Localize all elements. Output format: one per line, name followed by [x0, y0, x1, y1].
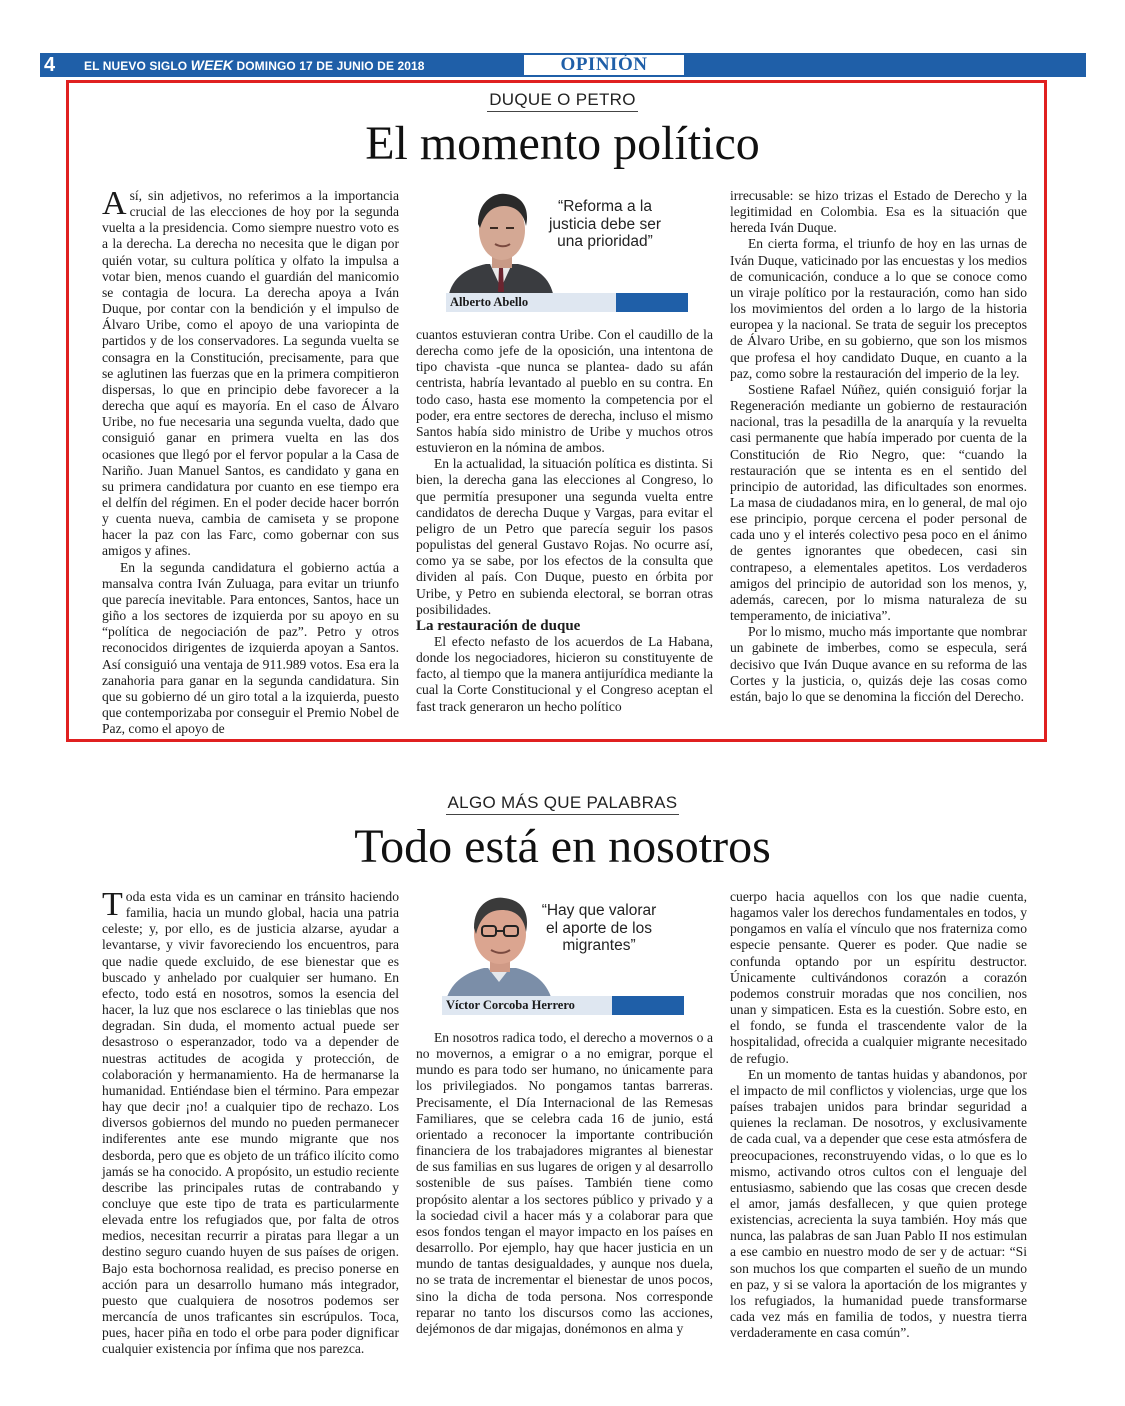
article2-author-name: Víctor Corcoba Herrero	[446, 998, 575, 1012]
article1-kicker: DUQUE O PETRO	[0, 90, 1125, 110]
publication-date: DOMINGO 17 DE JUNIO DE 2018	[236, 59, 425, 73]
article1-dropcap: A	[102, 185, 127, 222]
article2-column-3	[730, 889, 1027, 1341]
author-bar-accent	[612, 996, 684, 1015]
article2-dropcap: T	[102, 886, 123, 923]
article1-column-3	[730, 188, 1027, 705]
author-portrait-abello	[446, 188, 556, 298]
article1-paragraph: Así, sin adjetivos, no referimos a la importancia crucial de las elecciones de hoy por la segunda vuelta a la presidencia. Como siempre nuestro voto es a la derecha. La derecha no necesita que le digan por quién votar, su cultura política y olfato la impulsa a votar bien, menos cuando el guardián del manicomio se contagia de locura. La derecha apoya a Iván Duque, por contar con la bendición y el impulso de Álvaro Uribe, como el apoyo de una variopinta de partidos y de los conservadores. La segunda vuelta se consagra en la Constitución, precisamente, para que se aglutinen las fuerzas que en la primera compitieron dispersas, lo que en principio debe favorecer a la derecha que aquí es mayoría. En el caso de Álvaro Uribe, no fue necesaria una segunda vuelta, dado que consiguió ganar en primera vuelta en las dos ocasiones que llegó por el fervor popular a la Casa de Nariño. Juan Manuel Santos, es candidato y gana en su primera candidatura por cuanto en ese tiempo era el delfín del régimen. En el poder decide hacer borrón y cuenta nueva, cambia de camiseta y se propone hacer la paz con las Farc, como gobernar con sus amigos y afines.	[102, 185, 399, 559]
article1-title: El momento político	[365, 117, 760, 170]
article1-paragraph: En cierta forma, el triunfo de hoy en las urnas de Iván Duque, vaticinado por las encuestas y los medios de comunicación, conduce a lo que se conoce como un viraje político por la restauración, como han sido los movimientos del orden a lo largo de la historia europea y la nacional. Se trata de seguir los preceptos de Álvaro Uribe, en su gobierno, que son los mismos que profesa el hoy candidato Duque, en cuanto a la paz, como sobre la restauración del imperio de la ley.	[730, 236, 1027, 381]
article1-author-name: Alberto Abello	[450, 295, 529, 309]
article1-column-1	[102, 185, 399, 737]
article1-pullquote: “Reforma a la justicia debe ser una prioridad”	[548, 198, 661, 250]
article1-paragraph: En la actualidad, la situación política es distinta. Si bien, la derecha gana las elecciones al Congreso, lo que permitía presuponer una segunda vuelta entre candidatos de derecha Duque y Vargas, para evitar el peligro de un Petro que parecía seguir los pasos populistas del general Gustavo Rojas. No ocurre así, como ya se sabe, por los efectos de la consulta que dividen al país. Con Duque, puesto en órbita por Uribe, y Petro en subienda electoral, se borran otras posibilidades.	[416, 456, 713, 617]
publication-name: EL NUEVO SIGLO	[84, 59, 188, 73]
author-portrait-corcoba	[444, 890, 554, 1000]
page-number: 4	[44, 54, 56, 76]
article2-paragraph: Toda esta vida es un caminar en tránsito haciendo familia, hacia un mundo global, hacia una patria celeste; y, por ello, es de justicia alzarse, ayudar a levantarse, y vivir favoreciendo los encuentros, para que nadie quede excluido, de ese bienestar que es buscado y anhelado por cualquier ser humano. En efecto, todo está en nosotros, somos la esencia del hacer, la luz que nos esclarece o las tinieblas que nos degradan. Sin duda, el momento actual puede ser desastroso o esperanzador, todo va a depender de nuestras actitudes de acogida y protección, de colaboración y hermanamiento. Ha de hermanarse la humanidad. Entiéndase bien el término. Para empezar hay que decir ¡no! a cualquier tipo de rechazo. Los diversos gobiernos del mundo no pueden permanecer indiferentes ante ese mundo migrante que nos desborda, pero que es objeto de un tráfico ilícito como jamás se ha conocido. A propósito, un estudio reciente describe las principales rutas de contrabando y concluye que este tipo de trata es particularmente elevada entre los refugiados que, por falta de otros medios, necesitan recurrir a piratas para llegar a un destino seguro cuando huyen de sus países de origen. Bajo esta bochornosa realidad, es preciso ponerse en acción para un desarrollo humano más integrador, puesto que cualquiera de nosotros podemos ser mercancía de unos traficantes sin escrúpulos. Toca, pues, hacer piña en todo el orbe para poder dignificar cualquier existencia por ínfima que nos parezca.	[102, 886, 399, 1357]
article2-column-2	[416, 1030, 713, 1337]
section-label: OPINIÓN	[524, 55, 684, 75]
article1-author-bar	[446, 293, 688, 312]
article1-paragraph: cuantos estuvieran contra Uribe. Con el caudillo de la derecha como jefe de la oposición, una intentona de tipo chavista -que nunca se plantea- dado su afán centrista, habría levantado al pueblo en su contra. En todo caso, hasta ese momento la competencia por el poder, era entre sectores de derecha, incluso el mismo Santos había sido ministro de Uribe y muchos otros estuvieron en la nómina de ambos.	[416, 327, 713, 456]
article2-kicker: ALGO MÁS QUE PALABRAS	[0, 793, 1125, 813]
article1-paragraph: Sostiene Rafael Núñez, quién consiguió forjar la Regeneración mediante un gobierno de restauración nacional, tras la pesadilla de la anarquía y la revuelta casi permanente que había imperado por cuenta de la Constitución de Rio Negro, que: “cuando la restauración que se intenta es en el sentido del principio de autoridad, las dificultades son enormes. La masa de ciudadanos mira, en lo general, de mal ojo ese principio, porque cercena el poder personal de cada uno y el interés colectivo pesa poco en el ánimo de gentes ignorantes que obedecen, casi sin contrapeso, a elementales apetitos. Los verdaderos amigos del principio de autoridad son los menos, y, además, carecen, por lo misma naturaleza de su temperamento, de iniciativa”.	[730, 381, 1027, 624]
article1-paragraph: En la segunda candidatura el gobierno actúa a mansalva contra Iván Zuluaga, para evitar un triunfo que parecía inevitable. Para entonces, Santos, hace un giño a los sectores de izquierda por su apoyo en su “política de negociación de paz”. Petro y otros reconocidos dirigentes de izquierda apoyan a Santos. Así consiguió una ventaja de 911.989 votos. Esa era la zanahoria para ganar en la segunda candidatura. Sin que su gobierno dé un giro total a la izquierda, puesto que contemporizaba por conseguir el Premio Nobel de Paz, como el apoyo de	[102, 559, 399, 737]
article2-paragraph: cuerpo hacia aquellos con los que nadie cuenta, hagamos valer los derechos fundamentales en todos, y pongamos en valía el vínculo que nos fraterniza como especie pensante. Querer es poder. Que nadie se confunda optando por un espíritu destructor. Únicamente cultivándonos corazón a corazón podemos construir moradas que nos concilien, nos unan y simpaticen. Esta es la cuestión. Sobre esto, en el fondo, se funda el trascendente valor de la hospitalidad, ofrecida a cualquier migrante necesitado de refugio.	[730, 889, 1027, 1066]
article1-paragraph: irrecusable: se hizo trizas el Estado de Derecho y la legitimidad en Colombia. Esa es la situación que hereda Iván Duque.	[730, 188, 1027, 236]
article1-column-2	[416, 327, 713, 715]
page-header	[40, 53, 1086, 77]
article1-paragraph: Por lo mismo, mucho más importante que nombrar un gabinete de imberbes, como se especula, será decisivo que Iván Duque avance en su reforma de las Cortes y la justicia, o, quizás deje las cosas como están, bajo lo que se denomina la ficción del Derecho.	[730, 624, 1027, 704]
article2-author-bar	[442, 996, 684, 1015]
article1-paragraph: El efecto nefasto de los acuerdos de La Habana, donde los negociadores, hicieron su constituyente de facto, al tiempo que la manera antijurídica mediante la cual la Corte Constitucional y el Congreso aceptan el fast track generaron un hecho político	[416, 633, 713, 714]
author-bar-accent	[616, 293, 688, 312]
publication-edition: WEEK	[190, 57, 234, 73]
publication-line	[84, 53, 425, 77]
article2-paragraph: En un momento de tantas huidas y abandonos, por el impacto de mil conflictos y violencias, urge que los países trabajen unidos para brindar seguridad a quienes la reclaman. De nosotros, y exclusivamente de cada cual, va a depender que cese esta atmósfera de preocupaciones, reconstruyendo vidas, o lo que es lo mismo, activando otros cultos con el lenguaje del entusiasmo, sabiendo que las cosas que crecen desde el amor, jamás desfallecen, y que quien protege existencias, acrecienta la suya también. Hoy más que nunca, las palabras de san Juan Pablo II nos estimulan a ese cambio en nuestro modo de ser y de actuar: “Si son muchos los que comparten el sueño de un mundo en paz, y si se valora la aportación de los migrantes y los refugiados, la humanidad puede transformarse cada vez más en familia de todos, y nuestra tierra verdaderamente en casa común”.	[730, 1066, 1028, 1341]
article2-title: Todo está en nosotros	[354, 820, 771, 873]
article2-paragraph: En nosotros radica todo, el derecho a movernos o a no movernos, a emigrar o a no emigrar, porque el mundo es para todo ser humano, no únicamente para los privilegiados. No pongamos tantas barreras. Precisamente, el Día Internacional de las Remesas Familiares, que se celebra cada 16 de junio, está orientado a reconocer la importante contribución financiera de los trabajadores migrantes al bienestar de sus familias en sus lugares de origen y al desarrollo sostenible de sus países. También tiene como propósito alentar a los sectores público y privado y a la sociedad civil a hacer más y a colaborar para que esos fondos tengan el mayor impacto en los países en desarrollo. Por ejemplo, hay que hacer justicia en un mundo de tantas desigualdades, y aunque nos duela, no se trata de incrementar el bienestar de unos pocos, sino la dicha de toda persona. Nos corresponde reparar no tanto los discursos como las acciones, dejémonos de dar migajas, donémonos en alma y	[416, 1030, 713, 1336]
article1-subhead: La restauración de duque	[416, 617, 581, 634]
article2-column-1	[102, 886, 399, 1358]
article2-pullquote: “Hay que valorar el aporte de los migrantes”	[541, 902, 657, 954]
